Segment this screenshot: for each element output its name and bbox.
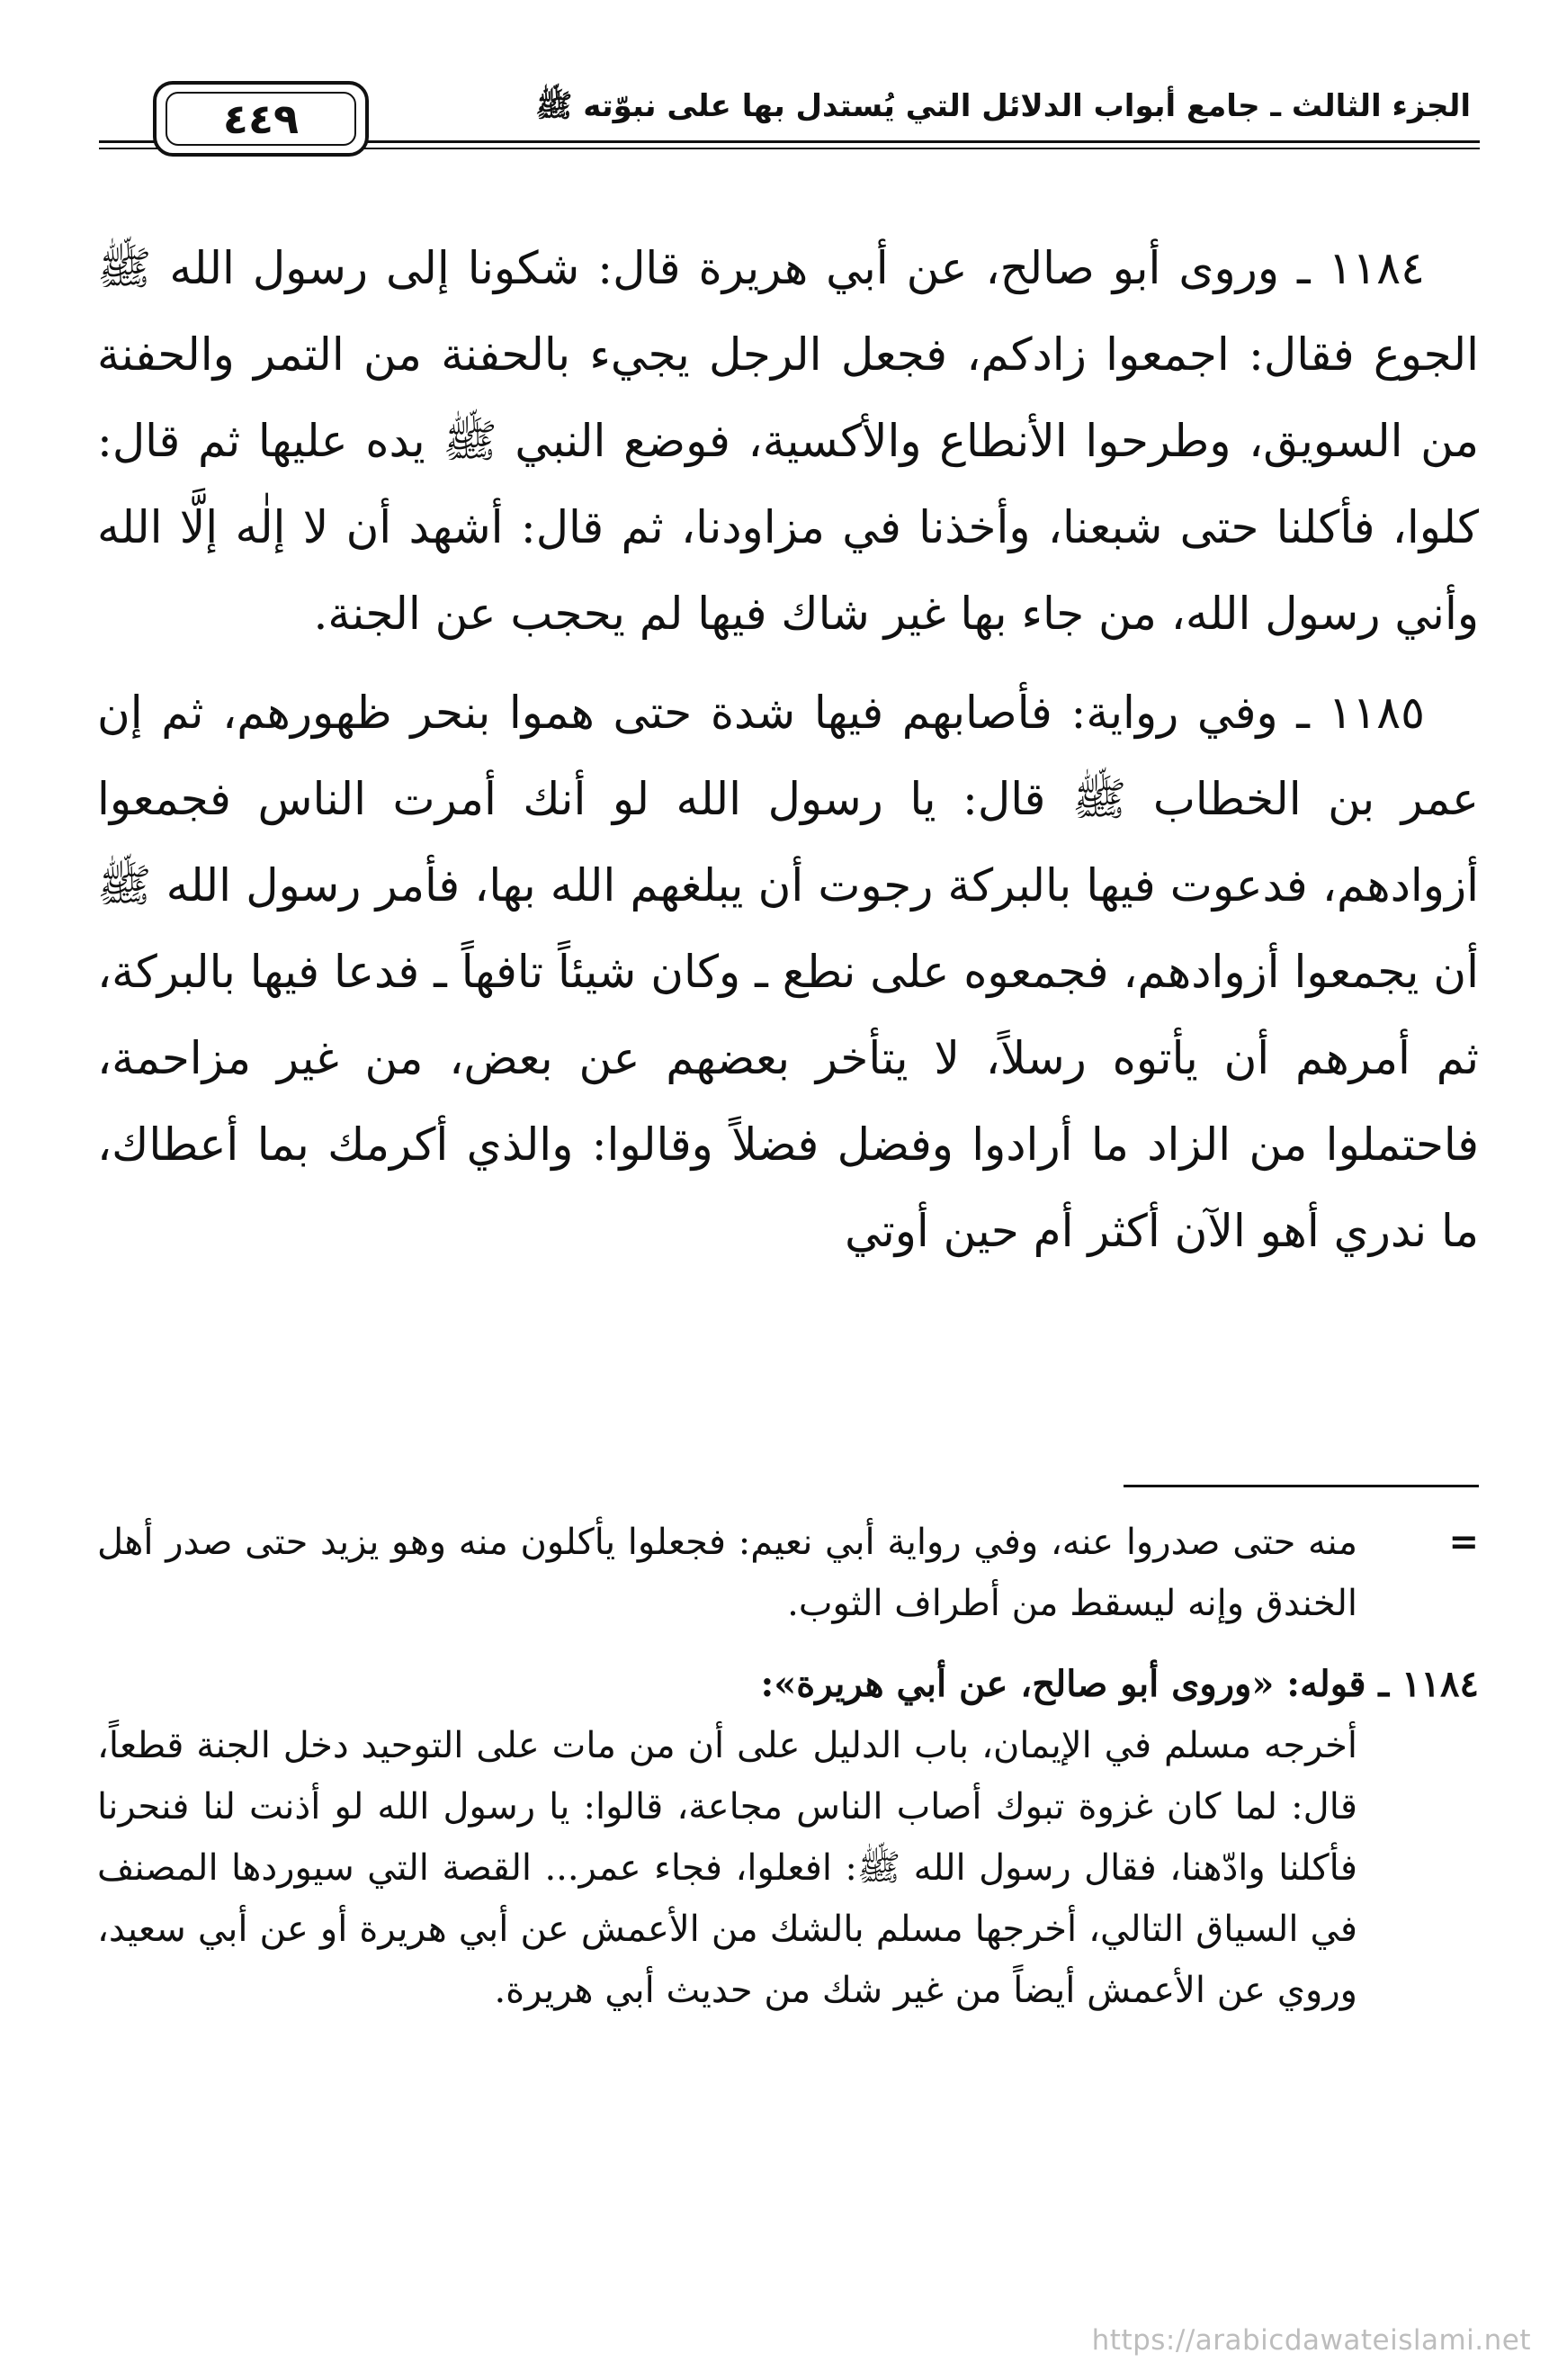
- footnote-body: أخرجه مسلم في الإيمان، باب الدليل على أن من مات على التوحيد دخل الجنة قطعاً، قال: لما كان غزوة تبوك أصاب الناس مجاعة، قالوا: يا رسول الله لو أذنت لنا فنحرنا فأكلنا وادّهنا، فقال رسول الله ﷺ: افعلوا، فجاء عمر... القصة التي سيوردها المصنف في السياق التالي، أخرجها مسلم بالشك من الأعمش عن أبي هريرة أو عن أبي سعيد، وروي عن الأعمش أيضاً من غير شك من حديث أبي هريرة.: [97, 1725, 1357, 2011]
- page-number: ٤٤٩: [166, 92, 356, 146]
- page-header: [99, 79, 1480, 160]
- footnotes: [97, 1512, 1479, 2021]
- continuation-text: منه حتى صدروا عنه، وفي رواية أبي نعيم: فجعلوا يأكلون منه وهو يزيد حتى صدر أهل الخندق وإنه ليسقط من أطراف الثوب.: [97, 1522, 1357, 1624]
- main-text: [97, 225, 1479, 1274]
- watermark-url: https://arabicdawateislami.net: [1091, 2324, 1531, 2357]
- paragraph-1185: ١١٨٥ ـ وفي رواية: فأصابهم فيها شدة حتى هموا بنحر ظهورهم، ثم إن عمر بن الخطاب ﷺ قال: يا رسول الله لو أنك أمرت الناس فجمعوا أزوادهم، فدعوت فيها بالبركة رجوت أن يبلغهم الله بها، فأمر رسول الله ﷺ أن يجمعوا أزوادهم، فجمعوه على نطع ـ وكان شيئاً تافهاً ـ فدعا فيها بالبركة، ثم أمرهم أن يأتوه رسلاً، لا يتأخر بعضهم عن بعض، من غير مزاحمة، فاحتملوا من الزاد ما أرادوا وفضل فضلاً وقالوا: والذي أكرمك بما أعطاك، ما ندري أهو الآن أكثر أم حين أوتي: [97, 687, 1479, 1257]
- footnote-entry-1184: [97, 1654, 1479, 2021]
- paragraph-1184: ١١٨٤ ـ وروى أبو صالح، عن أبي هريرة قال: شكونا إلى رسول الله ﷺ الجوع فقال: اجمعوا زادكم، فجعل الرجل يجيء بالحفنة من التمر والحفنة من السويق، وطرحوا الأنطاع والأكسية، فوضع النبي ﷺ يده عليها ثم قال: كلوا، فأكلنا حتى شبعنا، وأخذنا في مزاودنا، ثم قال: أشهد أن لا إلٰه إلَّا الله وأني رسول الله، من جاء بها غير شاك فيها لم يحجب عن الجنة.: [97, 242, 1479, 640]
- footnote-separator: [1124, 1485, 1479, 1487]
- running-title: الجزء الثالث ـ جامع أبواب الدلائل التي يُستدل بها على نبوّته ﷺ: [535, 88, 1471, 124]
- footnote-continuation: [97, 1512, 1479, 1634]
- footnote-heading: ١١٨٤ ـ قوله: «وروى أبو صالح، عن أبي هريرة»:: [760, 1663, 1479, 1705]
- page-number-frame: [153, 81, 369, 157]
- continuation-marker: =: [1448, 1521, 1479, 1563]
